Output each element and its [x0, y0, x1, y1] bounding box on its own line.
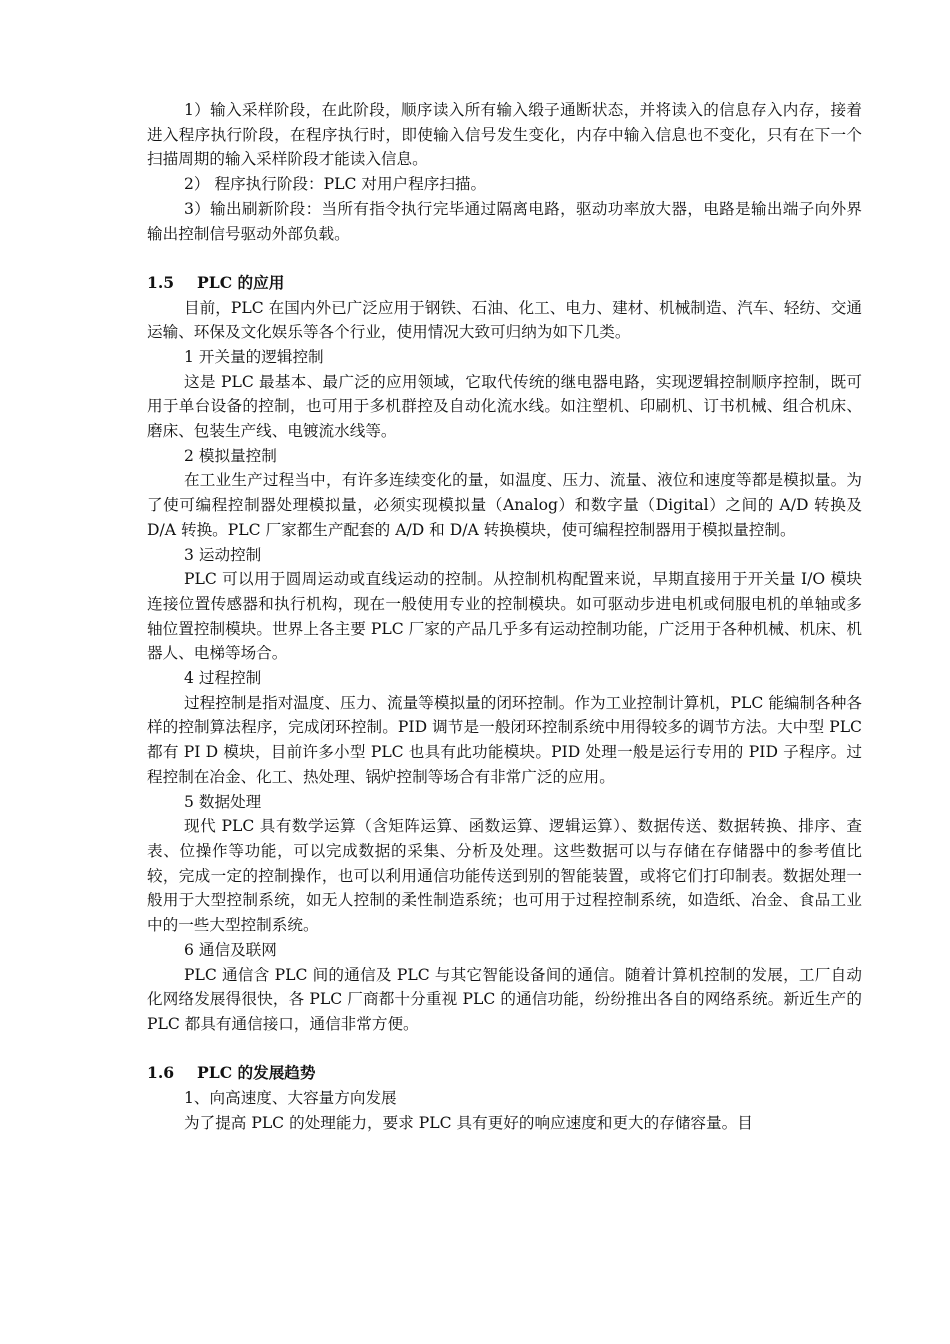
- section-title: PLC 的发展趋势: [197, 1063, 316, 1083]
- paragraph-process-control: 过程控制是指对温度、压力、流量等模拟量的闭环控制。作为工业控制计算机，PLC 能编制各种各样的控制算法程序，完成闭环控制。PID 调节是一般闭环控制系统中用得较多的调节方法。大中型 PLC 都有 PI D 模块，目前许多小型 PLC 也具有此功能模块。PID 处理一般是运行专用的 PID 子程序。过程控制在冶金、化工、热处理、锅炉控制等场合有非常广泛的应用。: [147, 693, 862, 786]
- section-number: 1.5: [147, 272, 175, 292]
- section-number: 1.6: [147, 1063, 175, 1083]
- paragraph-program-execution: 2） 程序执行阶段：PLC 对用户程序扫描。: [184, 175, 487, 194]
- paragraph-output-refresh: 3）输出刷新阶段：当所有指令执行完毕通过隔离电路，驱动功率放大器，电路是输出端子向外界输出控制信号驱动外部负载。: [147, 199, 862, 243]
- section-heading-1-6: [147, 1061, 862, 1086]
- subheading-logic-control: 1 开关量的逻辑控制: [184, 347, 324, 366]
- subheading-data-processing: 5 数据处理: [184, 792, 262, 811]
- section-title: PLC 的应用: [197, 272, 285, 292]
- paragraph-input-sampling: 1）输入采样阶段，在此阶段，顺序读入所有输入缎子通断状态，并将读入的信息存入内存，接着进入程序执行阶段，在程序执行时，即使输入信号发生变化，内存中输入信息也不变化，只有在下一个扫描周期的输入采样阶段才能读入信息。: [147, 101, 862, 169]
- paragraph-intro: 目前，PLC 在国内外已广泛应用于钢铁、石油、化工、电力、建材、机械制造、汽车、轻纺、交通运输、环保及文化娱乐等各个行业，使用情况大致可归纳为如下几类。: [147, 298, 862, 342]
- subheading-analog-control: 2 模拟量控制: [184, 446, 277, 465]
- paragraph-high-speed: 为了提高 PLC 的处理能力，要求 PLC 具有更好的响应速度和更大的存储容量。目: [184, 1113, 753, 1132]
- paragraph-logic-control: 这是 PLC 最基本、最广泛的应用领域，它取代传统的继电器电路，实现逻辑控制顺序控制，既可用于单台设备的控制，也可用于多机群控及自动化流水线。如注塑机、印刷机、订书机械、组合机床、磨床、包装生产线、电镀流水线等。: [147, 372, 862, 441]
- paragraph-motion-control: PLC 可以用于圆周运动或直线运动的控制。从控制机构配置来说，早期直接用于开关量 I/O 模块连接位置传感器和执行机构，现在一般使用专业的控制模块。如可驱动步进电机或伺服电机的单轴或多轴位置控制模块。世界上各主要 PLC 厂家的产品几乎多有运动控制功能，广泛用于各种机械、机床、机器人、电梯等场合。: [147, 570, 862, 663]
- subheading-process-control: 4 过程控制: [184, 669, 262, 688]
- paragraph-analog-control: 在工业生产过程当中，有许多连续变化的量，如温度、压力、流量、液位和速度等都是模拟量。为了使可编程控制器处理模拟量，必须实现模拟量（Analog）和数字量（Digital）之间的 A/D 转换及 D/A 转换。PLC 厂家都生产配套的 A/D 和 D/A 转换模块，使可编程控制器用于模拟量控制。: [147, 471, 862, 539]
- paragraph-communication: PLC 通信含 PLC 间的通信及 PLC 与其它智能设备间的通信。随着计算机控制的发展，工厂自动化网络发展得很快，各 PLC 厂商都十分重视 PLC 的通信功能，纷纷推出各自的网络系统。新近生产的 PLC 都具有通信接口，通信非常方便。: [147, 965, 862, 1033]
- subheading-motion-control: 3 运动控制: [184, 545, 262, 564]
- section-heading-1-5: [147, 271, 862, 296]
- paragraph-data-processing: 现代 PLC 具有数学运算（含矩阵运算、函数运算、逻辑运算）、数据传送、数据转换、排序、查表、位操作等功能，可以完成数据的采集、分析及处理。这些数据可以与存储在存储器中的参考值比较，完成一定的控制操作，也可以利用通信功能传送到别的智能装置，或将它们打印制表。数据处理一般用于大型控制系统，如无人控制的柔性制造系统；也可用于过程控制系统，如造纸、冶金、食品工业中的一些大型控制系统。: [147, 817, 862, 935]
- subheading-communication: 6 通信及联网: [184, 940, 277, 959]
- subheading-high-speed: 1、向高速度、大容量方向发展: [184, 1088, 397, 1107]
